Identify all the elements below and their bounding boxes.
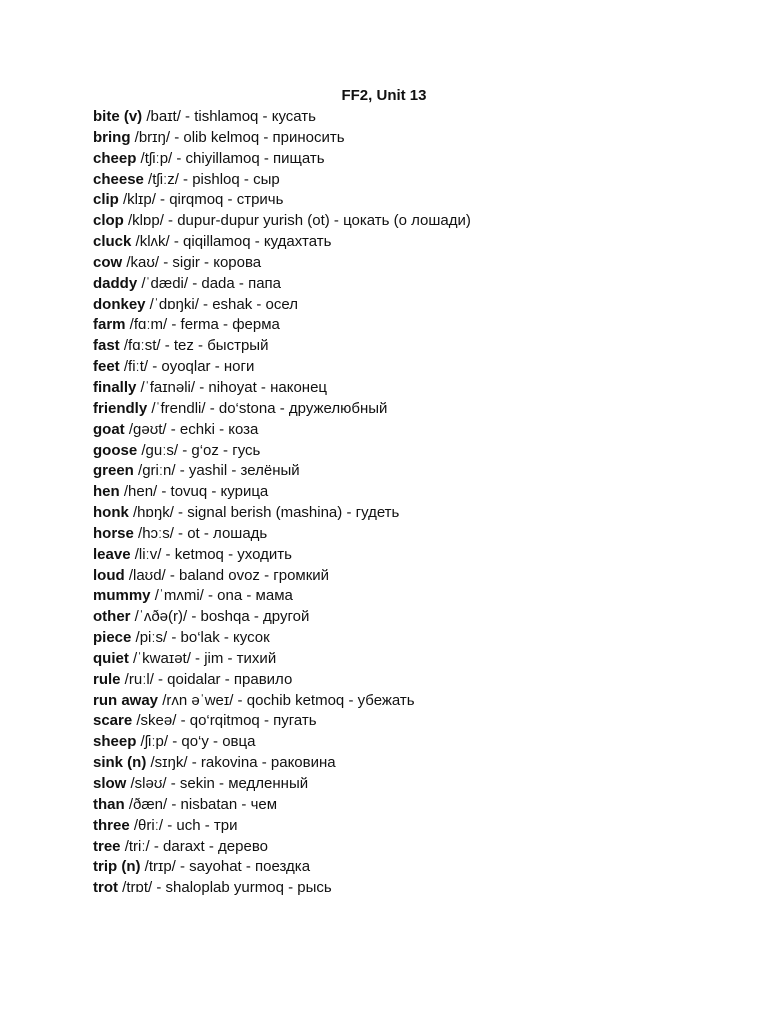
vocabulary-entry bbox=[93, 357, 733, 378]
vocabulary-definition: /ˈfaɪnəli/ - nihoyat - наконец bbox=[136, 378, 328, 396]
vocabulary-word: piece bbox=[93, 629, 132, 647]
vocabulary-word: feet bbox=[93, 358, 120, 376]
vocabulary-definition: /klɪp/ - qirqmoq - стричь bbox=[118, 191, 284, 209]
vocabulary-word: cheep bbox=[93, 149, 137, 167]
vocabulary-word: trot bbox=[93, 879, 118, 897]
vocabulary-definition: /sləʊ/ - sekin - медленный bbox=[126, 775, 309, 792]
vocabulary-entry bbox=[93, 190, 733, 211]
vocabulary-definition: /baɪt/ - tishlamoq - кусать bbox=[142, 108, 316, 125]
vocabulary-word: farm bbox=[93, 316, 126, 334]
vocabulary-word: honk bbox=[93, 504, 129, 522]
vocabulary-definition: /ˈʌðə(r)/ - boshqa - другой bbox=[130, 608, 310, 626]
vocabulary-entry bbox=[93, 878, 733, 899]
vocabulary-definition: /liːv/ - ketmoq - уходить bbox=[130, 545, 292, 563]
vocabulary-definition: /ˈkwaɪət/ - jim - тихий bbox=[128, 649, 277, 667]
vocabulary-word: finally bbox=[93, 378, 137, 396]
vocabulary-definition: /ruːl/ - qoidalar - правило bbox=[120, 670, 293, 688]
vocabulary-entry bbox=[93, 837, 733, 858]
vocabulary-definition: /trɒt/ - shaloplab yurmoq - рысь bbox=[118, 879, 332, 897]
vocabulary-word: sink (n) bbox=[93, 754, 147, 772]
vocabulary-entry bbox=[93, 649, 733, 670]
vocabulary-word: than bbox=[93, 795, 125, 813]
vocabulary-word: bite (v) bbox=[93, 108, 143, 125]
vocabulary-entry bbox=[93, 149, 733, 170]
vocabulary-word: run away bbox=[93, 691, 159, 709]
vocabulary-entry bbox=[93, 399, 733, 420]
vocabulary-entry bbox=[93, 753, 733, 774]
vocabulary-word: trip (n) bbox=[93, 858, 141, 876]
vocabulary-word: sheep bbox=[93, 733, 137, 751]
vocabulary-word: fast bbox=[93, 337, 120, 355]
vocabulary-list bbox=[93, 107, 733, 899]
vocabulary-entry bbox=[93, 295, 733, 316]
vocabulary-definition: /fiːt/ - oyoqlar - ноги bbox=[119, 358, 255, 376]
vocabulary-word: rule bbox=[93, 670, 121, 688]
vocabulary-definition: /guːs/ - g‘oz - гусь bbox=[137, 441, 261, 459]
vocabulary-definition: /hɔːs/ - ot - лошадь bbox=[133, 524, 268, 542]
vocabulary-entry bbox=[93, 253, 733, 274]
vocabulary-definition: /ðæn/ - nisbatan - чем bbox=[124, 795, 278, 813]
vocabulary-word: green bbox=[93, 462, 134, 480]
vocabulary-entry bbox=[93, 315, 733, 336]
vocabulary-definition: /trɪp/ - sayohat - поездка bbox=[140, 858, 311, 876]
vocabulary-entry bbox=[93, 107, 733, 128]
vocabulary-definition: /tʃiːz/ - pishloq - сыр bbox=[143, 170, 280, 188]
vocabulary-entry bbox=[93, 816, 733, 837]
vocabulary-entry bbox=[93, 378, 733, 399]
vocabulary-entry bbox=[93, 774, 733, 795]
vocabulary-entry bbox=[93, 711, 733, 732]
vocabulary-word: goose bbox=[93, 441, 138, 459]
vocabulary-entry bbox=[93, 524, 733, 545]
vocabulary-entry bbox=[93, 128, 733, 149]
vocabulary-word: clop bbox=[93, 212, 124, 230]
vocabulary-definition: /sɪŋk/ - rakovina - раковина bbox=[146, 754, 336, 772]
vocabulary-entry bbox=[93, 628, 733, 649]
vocabulary-word: daddy bbox=[93, 274, 138, 292]
vocabulary-definition: /fɑːst/ - tez - быстрый bbox=[119, 337, 269, 355]
vocabulary-word: slow bbox=[93, 775, 127, 792]
vocabulary-entry bbox=[93, 503, 733, 524]
vocabulary-entry bbox=[93, 732, 733, 753]
vocabulary-entry bbox=[93, 670, 733, 691]
vocabulary-entry bbox=[93, 545, 733, 566]
vocabulary-definition: /triː/ - daraxt - дерево bbox=[120, 837, 268, 855]
vocabulary-definition: /ˈmʌmi/ - ona - мама bbox=[150, 587, 293, 605]
vocabulary-word: friendly bbox=[93, 399, 148, 417]
vocabulary-definition: /fɑːm/ - ferma - ферма bbox=[125, 316, 280, 334]
vocabulary-word: loud bbox=[93, 566, 125, 584]
vocabulary-definition: /ʃiːp/ - qo‘y - овца bbox=[136, 733, 256, 751]
page-title bbox=[0, 86, 768, 106]
vocabulary-definition: /ˈdædi/ - dada - папа bbox=[137, 274, 281, 292]
vocabulary-entry bbox=[93, 461, 733, 482]
vocabulary-word: cheese bbox=[93, 170, 144, 188]
vocabulary-definition: /ˈdɒŋki/ - eshak - осел bbox=[145, 295, 298, 313]
vocabulary-entry bbox=[93, 232, 733, 253]
vocabulary-definition: /piːs/ - bo‘lak - кусок bbox=[131, 629, 270, 647]
vocabulary-entry bbox=[93, 566, 733, 587]
vocabulary-definition: /gəʊt/ - echki - коза bbox=[124, 420, 259, 438]
vocabulary-entry bbox=[93, 857, 733, 878]
vocabulary-entry bbox=[93, 211, 733, 232]
vocabulary-definition: /ˈfrendli/ - do‘stona - дружелюбный bbox=[147, 399, 388, 417]
vocabulary-definition: /klʌk/ - qiqillamoq - кудахтать bbox=[131, 233, 332, 251]
vocabulary-entry bbox=[93, 441, 733, 462]
vocabulary-entry bbox=[93, 586, 733, 607]
vocabulary-word: scare bbox=[93, 712, 133, 730]
vocabulary-definition: /griːn/ - yashil - зелёный bbox=[133, 462, 300, 480]
vocabulary-definition: /θriː/ - uch - три bbox=[129, 816, 238, 834]
vocabulary-word: goat bbox=[93, 420, 125, 438]
vocabulary-entry bbox=[93, 482, 733, 503]
vocabulary-entry bbox=[93, 607, 733, 628]
vocabulary-word: bring bbox=[93, 128, 131, 146]
vocabulary-word: other bbox=[93, 608, 131, 626]
vocabulary-word: horse bbox=[93, 524, 134, 542]
vocabulary-word: donkey bbox=[93, 295, 146, 313]
vocabulary-word: cow bbox=[93, 253, 123, 271]
vocabulary-word: mummy bbox=[93, 587, 151, 605]
vocabulary-word: quiet bbox=[93, 649, 129, 667]
page-title-text: FF2, Unit 13 bbox=[341, 87, 427, 104]
vocabulary-word: cluck bbox=[93, 233, 132, 251]
vocabulary-word: three bbox=[93, 816, 130, 834]
vocabulary-definition: /laʊd/ - baland ovoz - громкий bbox=[124, 566, 330, 584]
vocabulary-definition: /klɒp/ - dupur-dupur yurish (ot) - цокать (о лошади) bbox=[123, 212, 471, 230]
vocabulary-entry bbox=[93, 336, 733, 357]
vocabulary-definition: /tʃiːp/ - chiyillamoq - пищать bbox=[136, 149, 325, 167]
vocabulary-entry bbox=[93, 795, 733, 816]
vocabulary-entry bbox=[93, 274, 733, 295]
vocabulary-word: tree bbox=[93, 837, 121, 855]
vocabulary-word: hen bbox=[93, 483, 120, 501]
vocabulary-word: clip bbox=[93, 191, 119, 209]
vocabulary-definition: /hen/ - tovuq - курица bbox=[119, 483, 269, 501]
vocabulary-entry bbox=[93, 691, 733, 712]
vocabulary-definition: /hɒŋk/ - signal berish (mashina) - гудеть bbox=[128, 504, 400, 522]
vocabulary-word: leave bbox=[93, 545, 131, 563]
vocabulary-definition: /rʌn əˈweɪ/ - qochib ketmoq - убежать bbox=[158, 691, 415, 709]
vocabulary-entry bbox=[93, 420, 733, 441]
vocabulary-definition: /skeə/ - qo‘rqitmoq - пугать bbox=[132, 712, 317, 730]
vocabulary-entry bbox=[93, 170, 733, 191]
vocabulary-definition: /kaʊ/ - sigir - корова bbox=[122, 253, 262, 271]
vocabulary-definition: /brɪŋ/ - olib kelmoq - приносить bbox=[130, 128, 345, 146]
